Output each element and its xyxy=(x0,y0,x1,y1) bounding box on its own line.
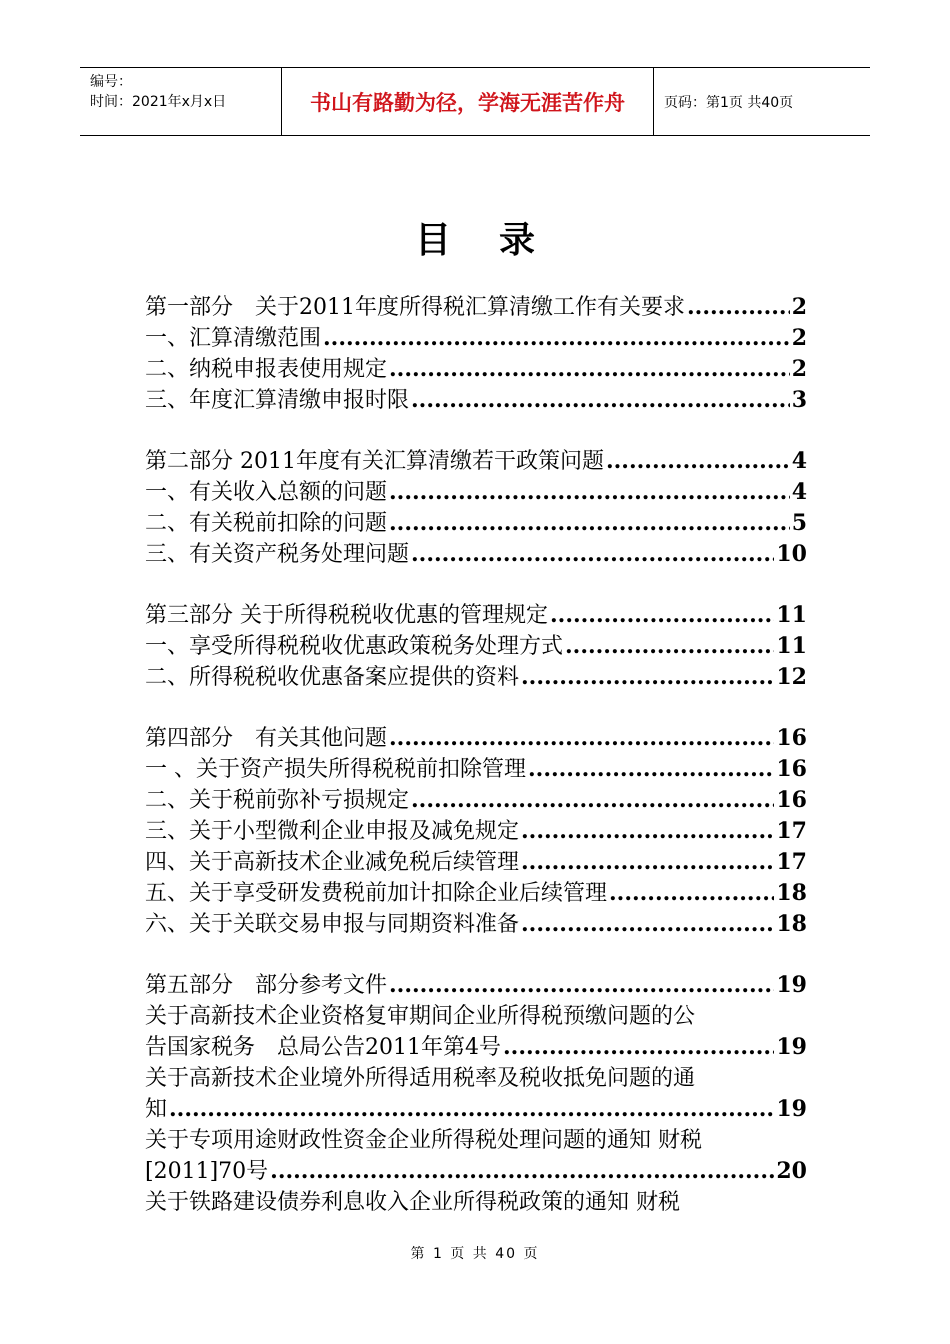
toc-entry[interactable] xyxy=(145,970,807,1001)
toc-leader xyxy=(521,909,774,940)
toc-page: 2 xyxy=(791,356,807,382)
toc-page: 2 xyxy=(791,325,807,351)
toc-page: 16 xyxy=(776,725,807,751)
toc-label: [2011]70号 xyxy=(145,1159,269,1184)
toc-label: 三、年度汇算清缴申报时限 xyxy=(145,388,410,413)
toc-entry[interactable] xyxy=(145,662,807,693)
toc-entry[interactable] xyxy=(145,385,807,416)
header-table xyxy=(80,67,870,136)
toc-leader xyxy=(503,1032,774,1063)
toc-entry[interactable] xyxy=(145,1094,807,1125)
toc-page: 4 xyxy=(791,479,807,505)
toc-label: 三、关于小型微利企业申报及减免规定 xyxy=(145,819,520,844)
toc-page: 20 xyxy=(776,1158,807,1184)
page-footer: 第 1 页 共 40 页 xyxy=(410,1246,540,1262)
time-label: 时间：2021年x月x日 xyxy=(90,94,227,110)
header-page-info: 页码：第1页 共40页 xyxy=(664,94,794,111)
toc-leader xyxy=(270,1156,774,1187)
toc-leader xyxy=(389,477,790,508)
section-gap xyxy=(145,693,807,723)
toc-label: 一、汇算清缴范围 xyxy=(145,326,322,351)
toc-entry[interactable] xyxy=(145,323,807,354)
header-motto: 书山有路勤为径，学海无涯苦作舟 xyxy=(282,68,654,135)
toc-entry[interactable] xyxy=(145,754,807,785)
toc-entry[interactable] xyxy=(145,847,807,878)
toc-leader xyxy=(169,1094,774,1125)
toc-page: 11 xyxy=(776,633,807,659)
toc-label: 一、享受所得税税收优惠政策税务处理方式 xyxy=(145,634,564,659)
toc-leader xyxy=(565,631,774,662)
toc-page: 17 xyxy=(776,818,807,844)
toc-page: 17 xyxy=(776,849,807,875)
toc-leader xyxy=(411,539,774,570)
toc-label: 一 、关于资产损失所得税税前扣除管理 xyxy=(145,757,526,782)
toc-entry[interactable] xyxy=(145,909,807,940)
toc-page: 16 xyxy=(776,756,807,782)
toc-page: 12 xyxy=(776,664,807,690)
toc-page: 10 xyxy=(776,541,807,567)
toc-label: 知 xyxy=(145,1097,168,1122)
toc-label: 第四部分 有关其他问题 xyxy=(145,726,388,751)
toc-label: 第一部分 关于2011年度所得税汇算清缴工作有关要求 xyxy=(145,295,685,320)
toc-label: 四、关于高新技术企业减免税后续管理 xyxy=(145,850,520,875)
toc-leader xyxy=(389,970,774,1001)
toc-page: 3 xyxy=(791,387,807,413)
toc-page: 18 xyxy=(776,880,807,906)
toc-entry[interactable] xyxy=(145,878,807,909)
toc-entry-line1[interactable]: 关于高新技术企业境外所得适用税率及税收抵免问题的通 xyxy=(145,1066,696,1091)
toc-entry[interactable] xyxy=(145,1156,807,1187)
toc-label: 第五部分 部分参考文件 xyxy=(145,973,388,998)
toc-label: 二、所得税税收优惠备案应提供的资料 xyxy=(145,665,520,690)
section-gap xyxy=(145,940,807,970)
toc-leader xyxy=(550,600,774,631)
toc-entry-line1[interactable]: 关于铁路建设债券利息收入企业所得税政策的通知 财税 xyxy=(145,1190,680,1215)
toc-entry[interactable] xyxy=(145,508,807,539)
section-gap xyxy=(145,570,807,600)
toc-entry[interactable] xyxy=(145,723,807,754)
number-label: 编号： xyxy=(90,74,132,90)
toc-page: 5 xyxy=(791,510,807,536)
toc-entry-line1[interactable]: 关于专项用途财政性资金企业所得税处理问题的通知 财税 xyxy=(145,1128,702,1153)
toc-entry[interactable] xyxy=(145,446,807,477)
toc-leader xyxy=(687,292,790,323)
toc-entry[interactable] xyxy=(145,292,807,323)
toc-page: 18 xyxy=(776,911,807,937)
toc-page: 19 xyxy=(776,1034,807,1060)
toc-leader xyxy=(411,385,790,416)
section-gap xyxy=(145,416,807,446)
toc-leader xyxy=(606,446,790,477)
toc-label: 六、关于关联交易申报与同期资料准备 xyxy=(145,912,520,937)
table-of-contents xyxy=(145,292,807,1218)
toc-label: 二、纳税申报表使用规定 xyxy=(145,357,388,382)
toc-entry[interactable] xyxy=(145,600,807,631)
toc-entry[interactable] xyxy=(145,816,807,847)
toc-entry-line1[interactable]: 关于高新技术企业资格复审期间企业所得税预缴问题的公 xyxy=(145,1004,696,1029)
toc-page: 16 xyxy=(776,787,807,813)
toc-label: 告国家税务 总局公告2011年第4号 xyxy=(145,1035,501,1060)
toc-leader xyxy=(528,754,774,785)
header-meta xyxy=(80,68,282,135)
toc-page: 11 xyxy=(776,602,807,628)
toc-page: 19 xyxy=(776,972,807,998)
toc-entry[interactable] xyxy=(145,539,807,570)
toc-leader xyxy=(521,847,774,878)
toc-label: 第二部分 2011年度有关汇算清缴若干政策问题 xyxy=(145,449,604,474)
toc-leader xyxy=(389,354,790,385)
toc-leader xyxy=(389,508,790,539)
toc-entry[interactable] xyxy=(145,785,807,816)
toc-page: 4 xyxy=(791,448,807,474)
toc-leader xyxy=(521,816,774,847)
toc-leader xyxy=(609,878,774,909)
toc-label: 三、有关资产税务处理问题 xyxy=(145,542,410,567)
toc-leader xyxy=(411,785,774,816)
toc-label: 第三部分 关于所得税税收优惠的管理规定 xyxy=(145,603,548,628)
page-title: 目录 xyxy=(414,220,583,261)
toc-label: 五、关于享受研发费税前加计扣除企业后续管理 xyxy=(145,881,608,906)
toc-page: 19 xyxy=(776,1096,807,1122)
toc-leader xyxy=(521,662,774,693)
toc-leader xyxy=(389,723,774,754)
toc-entry[interactable] xyxy=(145,1032,807,1063)
toc-entry[interactable] xyxy=(145,477,807,508)
toc-label: 二、关于税前弥补亏损规定 xyxy=(145,788,410,813)
toc-label: 一、有关收入总额的问题 xyxy=(145,480,388,505)
toc-page: 2 xyxy=(791,294,807,320)
toc-leader xyxy=(323,323,790,354)
toc-entry[interactable] xyxy=(145,631,807,662)
toc-entry[interactable] xyxy=(145,354,807,385)
toc-label: 二、有关税前扣除的问题 xyxy=(145,511,388,536)
